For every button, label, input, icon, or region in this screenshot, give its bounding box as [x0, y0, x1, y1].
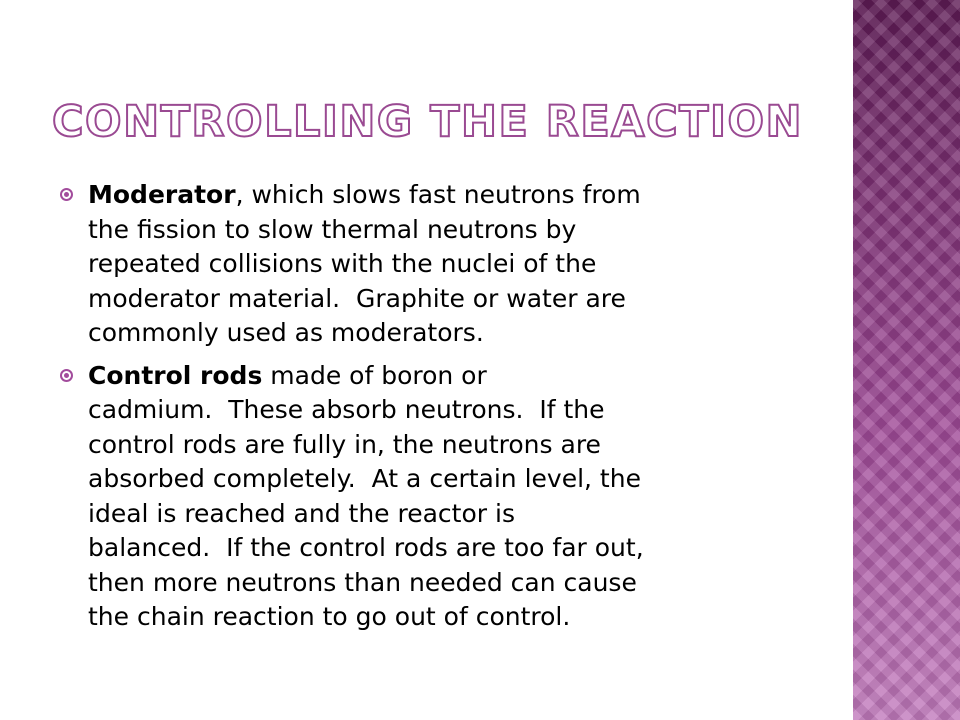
bullet-moderator — [60, 178, 820, 351]
bullet-line: cadmium. These absorb neutrons. If the — [88, 395, 605, 424]
bullet-control-rods — [60, 359, 820, 635]
bullet-line — [88, 359, 820, 394]
bullet-line: the fission to slow thermal neutrons by — [88, 214, 577, 244]
bullet-line: commonly used as moderators. — [88, 318, 484, 347]
bullet-term: Control rods — [88, 360, 263, 390]
bullet-line: ideal is reached and the reactor is — [88, 498, 515, 528]
bullet-text: , which slows fast neutrons from — [235, 180, 641, 209]
bullet-list — [60, 178, 820, 643]
bullet-circle-icon — [60, 369, 73, 382]
bullet-line: balanced. If the control rods are too far out, — [88, 533, 644, 562]
slide-title: CONTROLLING THE REACTION — [52, 97, 804, 147]
bullet-line: repeated collisions with the nuclei of the — [88, 249, 597, 278]
bullet-text: made of boron or — [262, 360, 487, 390]
bullet-line: then more neutrons than needed can cause — [88, 567, 637, 597]
bullet-term: Moderator — [88, 180, 236, 209]
decorative-side-band — [853, 0, 960, 720]
bullet-line: absorbed completely. At a certain level, the — [88, 464, 641, 493]
bullet-line — [88, 178, 820, 213]
bullet-line: the chain reaction to go out of control. — [88, 602, 571, 631]
bullet-line: moderator material. Graphite or water are — [88, 283, 626, 313]
bullet-line: control rods are fully in, the neutrons are — [88, 429, 601, 459]
bullet-circle-icon — [60, 188, 73, 201]
